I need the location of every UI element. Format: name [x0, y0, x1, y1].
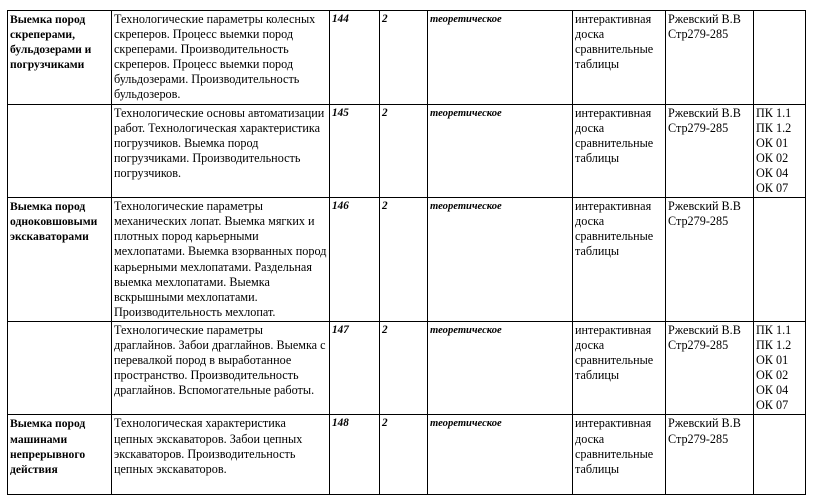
competency-code: ОК 04: [756, 165, 789, 180]
lesson-number-cell: 148: [330, 415, 380, 495]
section-title-cell: Выемка пород одноковшовыми экскаваторами: [8, 198, 112, 322]
competency-code: ПК 1.2: [756, 337, 792, 352]
topic-cell: Технологические параметры колесных скреперов. Процесс выемки пород скреперами. Производительность скреперов. Процесс выемки пород бульдозерами. Производительность бульдозеров.: [112, 11, 330, 105]
section-title-cell: [8, 321, 112, 415]
competencies-cell: [754, 415, 806, 495]
hours-cell: 2: [380, 104, 428, 198]
competencies-cell: [754, 198, 806, 322]
teaching-method-cell: интерактивная доска сравнительные таблицы: [573, 198, 666, 322]
section-title-cell: [8, 104, 112, 198]
table-row: [8, 11, 806, 105]
literature-cell: Ржевский В.В Стр279-285: [666, 415, 754, 495]
lesson-number-cell: 144: [330, 11, 380, 105]
competency-code: ОК 07: [756, 181, 789, 196]
topic-cell: Технологические основы автоматизации работ. Технологическая характеристика погрузчиков. Выемка пород погрузчиками. Производительность погрузчиков.: [112, 104, 330, 198]
topic-cell: Технологические параметры драглайнов. Забои драглайнов. Выемка с перевалкой пород в выработанное пространство. Производительность драглайнов. Вспомогательные работы.: [112, 321, 330, 415]
competencies-cell: [754, 321, 806, 415]
table-row: [8, 321, 806, 415]
lesson-type-cell: теоретическое: [428, 104, 573, 198]
curriculum-table: [7, 10, 806, 495]
table-row: [8, 198, 806, 322]
competency-code: ПК 1.1: [756, 105, 792, 120]
table-row: [8, 104, 806, 198]
hours-cell: 2: [380, 415, 428, 495]
competency-code: ОК 07: [756, 398, 789, 413]
hours-cell: 2: [380, 198, 428, 322]
lesson-type-cell: теоретическое: [428, 415, 573, 495]
literature-cell: Ржевский В.В Стр279-285: [666, 104, 754, 198]
literature-cell: Ржевский В.В Стр279-285: [666, 11, 754, 105]
teaching-method-cell: интерактивная доска сравнительные таблицы: [573, 11, 666, 105]
competency-code: ПК 1.1: [756, 322, 792, 337]
literature-cell: Ржевский В.В Стр279-285: [666, 198, 754, 322]
lesson-type-cell: теоретическое: [428, 198, 573, 322]
teaching-method-cell: интерактивная доска сравнительные таблицы: [573, 321, 666, 415]
competency-code: ПК 1.2: [756, 120, 792, 135]
competency-code: ОК 04: [756, 383, 789, 398]
competency-code: ОК 02: [756, 368, 789, 383]
competency-code: ОК 02: [756, 150, 789, 165]
lesson-type-cell: теоретическое: [428, 321, 573, 415]
competency-code: ОК 01: [756, 135, 789, 150]
teaching-method-cell: интерактивная доска сравнительные таблицы: [573, 104, 666, 198]
hours-cell: 2: [380, 11, 428, 105]
literature-cell: Ржевский В.В Стр279-285: [666, 321, 754, 415]
section-title-cell: Выемка пород скреперами, бульдозерами и погрузчиками: [8, 11, 112, 105]
competencies-cell: [754, 104, 806, 198]
topic-cell: Технологические параметры механических лопат. Выемка мягких и плотных пород карьерными мехлопатами. Выемка взорванных пород карьерными мехлопатами. Раздельная выемка мехлопатами. Выемка вскрышными мехлопатами. Производительность мехлопат.: [112, 198, 330, 322]
table-row: [8, 415, 806, 495]
lesson-number-cell: 147: [330, 321, 380, 415]
topic-cell: Технологическая характеристика цепных экскаваторов. Забои цепных экскаваторов. Производительность цепных экскаваторов.: [112, 415, 330, 495]
hours-cell: 2: [380, 321, 428, 415]
lesson-number-cell: 146: [330, 198, 380, 322]
lesson-number-cell: 145: [330, 104, 380, 198]
competency-code: ОК 01: [756, 353, 789, 368]
competencies-cell: [754, 11, 806, 105]
teaching-method-cell: интерактивная доска сравнительные таблицы: [573, 415, 666, 495]
section-title-cell: Выемка пород машинами непрерывного действия: [8, 415, 112, 495]
lesson-type-cell: теоретическое: [428, 11, 573, 105]
